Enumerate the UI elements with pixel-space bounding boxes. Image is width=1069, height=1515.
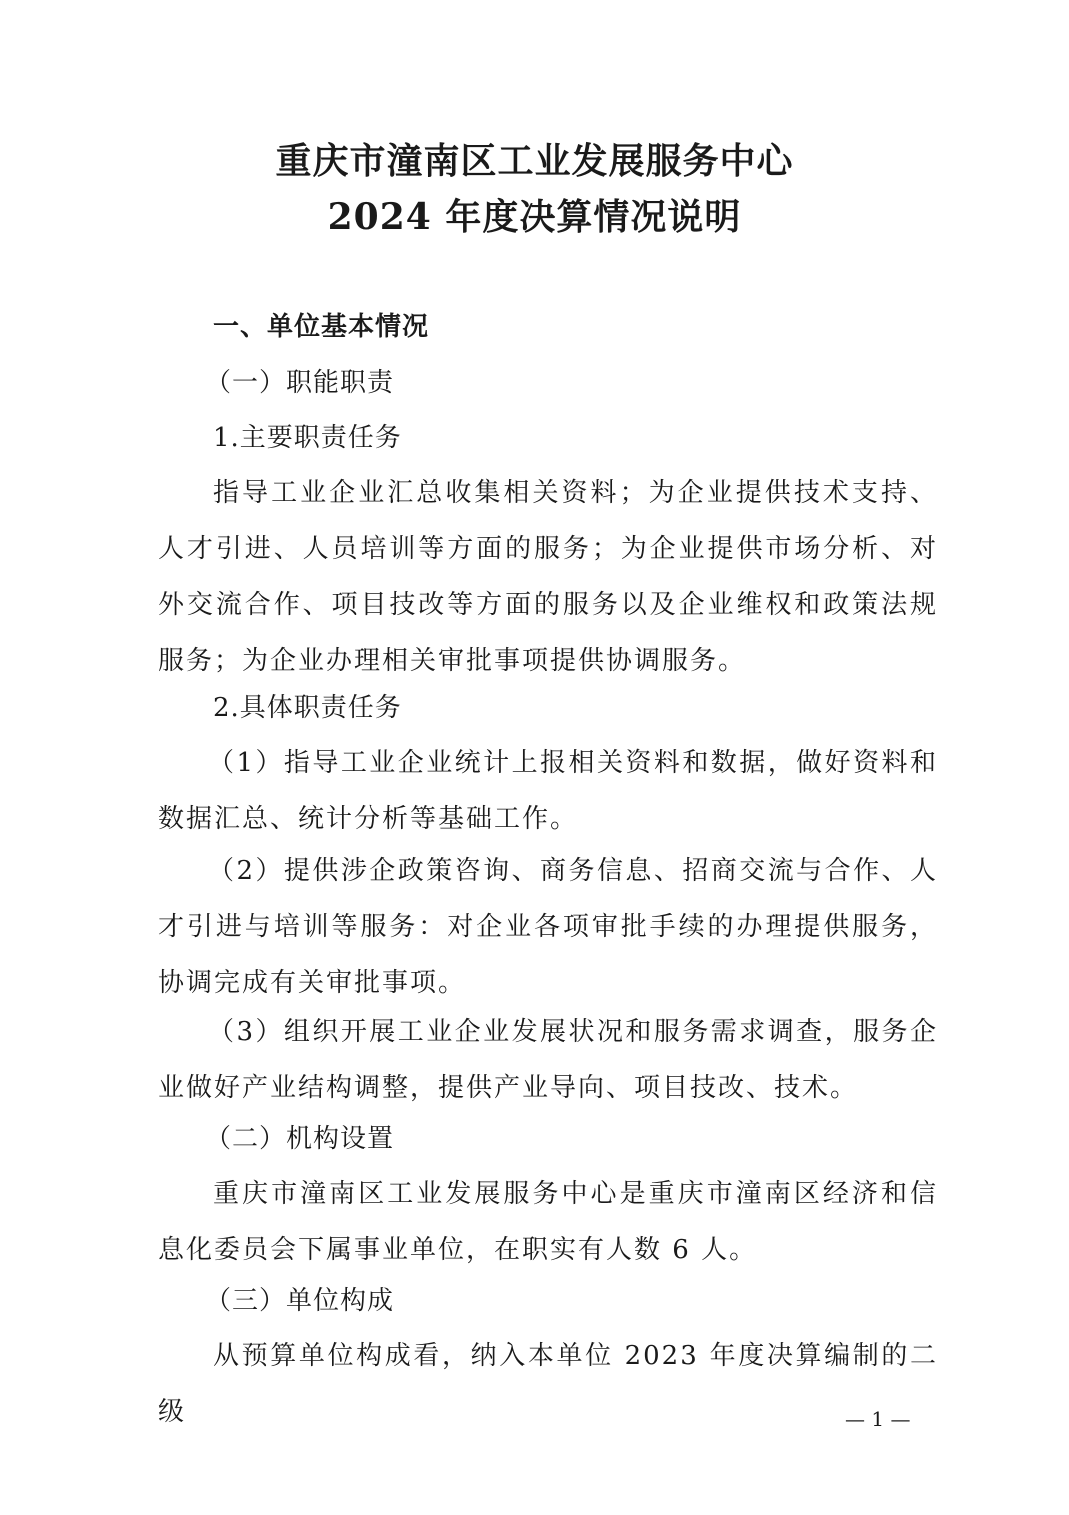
paragraph-duty-1: （1）指导工业企业统计上报相关资料和数据，做好资料和数据汇总、统计分析等基础工作。: [158, 748, 938, 834]
paragraph-organization: 重庆市潼南区工业发展服务中心是重庆市潼南区经济和信息化委员会下属事业单位，在职实有人数 6 人。: [158, 1179, 938, 1265]
document-title-line2: 2024 年度决算情况说明: [327, 196, 742, 238]
paragraph-main-duties: 指导工业企业汇总收集相关资料；为企业提供技术支持、人才引进、人员培训等方面的服务；为企业提供市场分析、对外交流合作、项目技改等方面的服务以及企业维权和政策法规服务；为企业办理相关审批事项提供协调服务。: [158, 478, 938, 676]
paragraph-duty-3: （3）组织开展工业企业发展状况和服务需求调查，服务企业做好产业结构调整，提供产业导向、项目技改、技术。: [158, 1017, 938, 1103]
item-heading-main-duties: 1.主要职责任务: [213, 423, 402, 453]
subsection-heading-duties: （一）职能职责: [205, 368, 395, 398]
subsection-heading-composition: （三）单位构成: [205, 1286, 395, 1316]
paragraph-duty-2: （2）提供涉企政策咨询、商务信息、招商交流与合作、人才引进与培训等服务：对企业各项审批手续的办理提供服务，协调完成有关审批事项。: [158, 856, 938, 998]
document-title-line1: 重庆市潼南区工业发展服务中心: [275, 140, 794, 182]
subsection-heading-organization: （二）机构设置: [205, 1124, 395, 1154]
item-heading-specific-duties: 2.具体职责任务: [213, 693, 402, 723]
page-number: — 1 —: [845, 1407, 911, 1431]
paragraph-composition: 从预算单位构成看，纳入本单位 2023 年度决算编制的二级: [158, 1341, 938, 1427]
section-heading-basic-info: 一、单位基本情况: [213, 312, 430, 342]
